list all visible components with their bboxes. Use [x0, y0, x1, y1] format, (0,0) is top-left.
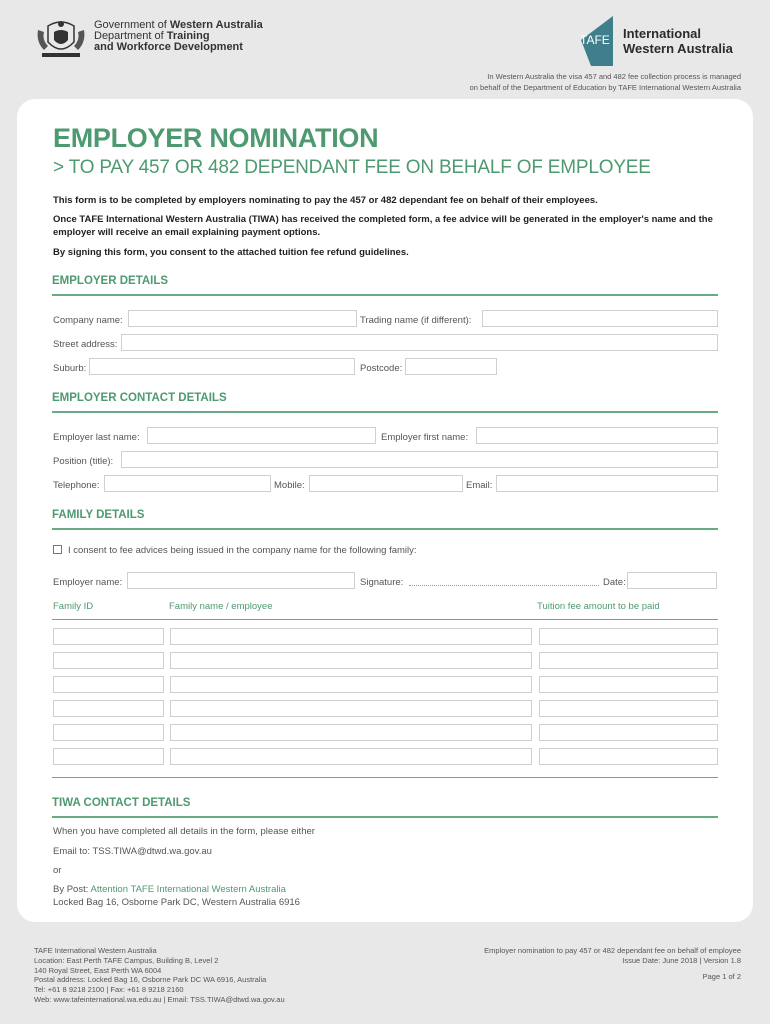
consent-label: I consent to fee advices being issued in the company name for the following family: — [68, 545, 417, 556]
tuition-fee-cell[interactable] — [539, 700, 718, 717]
company-name-label: Company name: — [53, 315, 123, 326]
tiwa-email-line — [53, 845, 212, 858]
date-field[interactable] — [627, 572, 717, 589]
tafe-badge-icon — [577, 16, 621, 66]
family-id-cell[interactable] — [53, 724, 164, 741]
employer-first-name-label: Employer first name: — [381, 432, 469, 443]
employer-details-heading: EMPLOYER DETAILS — [52, 275, 169, 287]
section-divider — [52, 528, 718, 530]
post-attention: Attention TAFE International Western Australia — [90, 884, 286, 895]
tafe-logo-text — [623, 26, 733, 56]
telephone-field[interactable] — [104, 475, 271, 492]
email-field[interactable] — [496, 475, 718, 492]
gov-line-2b: Training — [166, 30, 210, 42]
tuition-fee-cell[interactable] — [539, 748, 718, 765]
tuition-fee-cell[interactable] — [539, 724, 718, 741]
position-label: Position (title): — [53, 456, 114, 467]
section-divider — [52, 294, 718, 296]
mobile-field[interactable] — [309, 475, 463, 492]
contact-details-heading: EMPLOYER CONTACT DETAILS — [52, 392, 227, 404]
gov-line-3: and Workforce Development — [94, 41, 243, 53]
section-divider — [52, 411, 718, 413]
family-id-cell[interactable] — [53, 628, 164, 645]
trading-name-label: Trading name (if different): — [360, 315, 472, 326]
table-bottom-divider — [52, 777, 718, 778]
signature-label: Signature: — [360, 577, 404, 588]
intro-paragraph-3: By signing this form, you consent to the attached tuition fee refund guidelines. — [53, 247, 409, 258]
tiwa-post-address: Locked Bag 16, Osborne Park DC, Western Australia 6916 — [53, 897, 300, 908]
wa-crest-icon — [34, 20, 88, 60]
date-label: Date: — [603, 577, 626, 588]
family-name-cell[interactable] — [170, 676, 532, 693]
government-text — [94, 20, 263, 53]
postcode-field[interactable] — [405, 358, 497, 375]
family-id-cell[interactable] — [53, 652, 164, 669]
page-header — [0, 0, 770, 100]
consent-checkbox[interactable] — [53, 545, 62, 554]
gov-line-1b: Western Australia — [169, 19, 263, 31]
gov-line-2a: Department of — [94, 30, 167, 42]
street-address-label: Street address: — [53, 339, 118, 350]
family-employer-name-field[interactable] — [127, 572, 355, 589]
post-prefix: By Post: — [53, 884, 91, 895]
footer-tel-fax: Tel: +61 8 9218 2100 | Fax: +61 8 9218 2160 — [34, 985, 184, 995]
tafe-badge-text: TAFE — [580, 33, 610, 47]
signature-line[interactable] — [409, 585, 599, 586]
column-tuition-fee: Tuition fee amount to be paid — [537, 601, 660, 612]
visa-note-line-1: In Western Australia the visa 457 and 482 fee collection process is managed — [487, 72, 741, 81]
footer-web-email: Web: www.tafeinternational.wa.edu.au | Email: TSS.TIWA@dtwd.wa.gov.au — [34, 994, 285, 1004]
family-name-cell[interactable] — [170, 724, 532, 741]
column-family-id: Family ID — [53, 601, 94, 612]
family-details-heading: FAMILY DETAILS — [52, 509, 145, 521]
tuition-fee-cell[interactable] — [539, 676, 718, 693]
intro-paragraph-1: This form is to be completed by employers nominating to pay the 457 or 482 dependant fee on behalf of their employees. — [53, 195, 598, 206]
tuition-fee-cell[interactable] — [539, 652, 718, 669]
tiwa-post-line — [53, 883, 286, 896]
employer-last-name-label: Employer last name: — [53, 432, 140, 443]
position-field[interactable] — [121, 451, 718, 468]
footer-org: TAFE International Western Australia — [34, 946, 157, 955]
family-name-cell[interactable] — [170, 748, 532, 765]
telephone-label: Telephone: — [53, 480, 100, 491]
email-label: Email: — [466, 480, 493, 491]
trading-name-field[interactable] — [482, 310, 718, 327]
footer-doc-info — [484, 946, 741, 981]
family-employer-name-label: Employer name: — [53, 577, 123, 588]
tiwa-contact-heading: TIWA CONTACT DETAILS — [52, 797, 191, 809]
column-family-name: Family name / employee — [169, 601, 273, 612]
form-card — [17, 99, 753, 922]
family-name-cell[interactable] — [170, 652, 532, 669]
gov-line-1a: Government of — [94, 19, 170, 31]
family-id-cell[interactable] — [53, 700, 164, 717]
footer-location: Location: East Perth TAFE Campus, Building B, Level 2 — [34, 955, 219, 965]
footer-postal: Postal address: Locked Bag 16, Osborne Park DC WA 6916, Australia — [34, 975, 267, 985]
family-name-cell[interactable] — [170, 628, 532, 645]
form-title: EMPLOYER NOMINATION — [53, 123, 379, 153]
visa-note-line-2: on behalf of the Department of Education by TAFE International Western Australia — [469, 83, 741, 92]
tafe-line-2: Western Australia — [623, 41, 733, 56]
suburb-field[interactable] — [89, 358, 355, 375]
email-prefix: Email to: — [53, 846, 93, 857]
tafe-international-logo — [577, 16, 733, 66]
family-name-cell[interactable] — [170, 700, 532, 717]
footer-page-number: Page 1 of 2 — [702, 971, 741, 981]
government-logo — [34, 20, 263, 60]
intro-paragraph-2: Once TAFE International Western Australia (TIWA) has received the completed form, a fee advice will be generated in the employer's name and the employer will receive an email explaining payment options. — [53, 214, 713, 238]
tuition-fee-cell[interactable] — [539, 628, 718, 645]
suburb-label: Suburb: — [53, 363, 87, 374]
postcode-label: Postcode: — [360, 363, 403, 374]
footer-street: 140 Royal Street, East Perth WA 6004 — [34, 965, 162, 975]
or-text: or — [53, 865, 62, 876]
table-header-divider — [52, 619, 718, 620]
employer-last-name-field[interactable] — [147, 427, 376, 444]
family-id-cell[interactable] — [53, 748, 164, 765]
footer-doc-title: Employer nomination to pay 457 or 482 dependant fee on behalf of employee — [484, 946, 741, 955]
footer-issue: Issue Date: June 2018 | Version 1.8 — [622, 955, 741, 965]
tiwa-email-link[interactable]: TSS.TIWA@dtwd.wa.gov.au — [92, 846, 212, 857]
form-subtitle: > TO PAY 457 OR 482 DEPENDANT FEE ON BEHALF OF EMPLOYEE — [53, 157, 651, 178]
company-name-field[interactable] — [128, 310, 357, 327]
visa-note — [381, 71, 741, 93]
section-divider — [52, 816, 718, 818]
family-id-cell[interactable] — [53, 676, 164, 693]
tafe-line-1: International — [623, 26, 702, 41]
mobile-label: Mobile: — [274, 480, 305, 491]
street-address-field[interactable] — [121, 334, 718, 351]
tiwa-instruction: When you have completed all details in the form, please either — [53, 826, 315, 837]
employer-first-name-field[interactable] — [476, 427, 718, 444]
footer-contact — [34, 946, 285, 1005]
